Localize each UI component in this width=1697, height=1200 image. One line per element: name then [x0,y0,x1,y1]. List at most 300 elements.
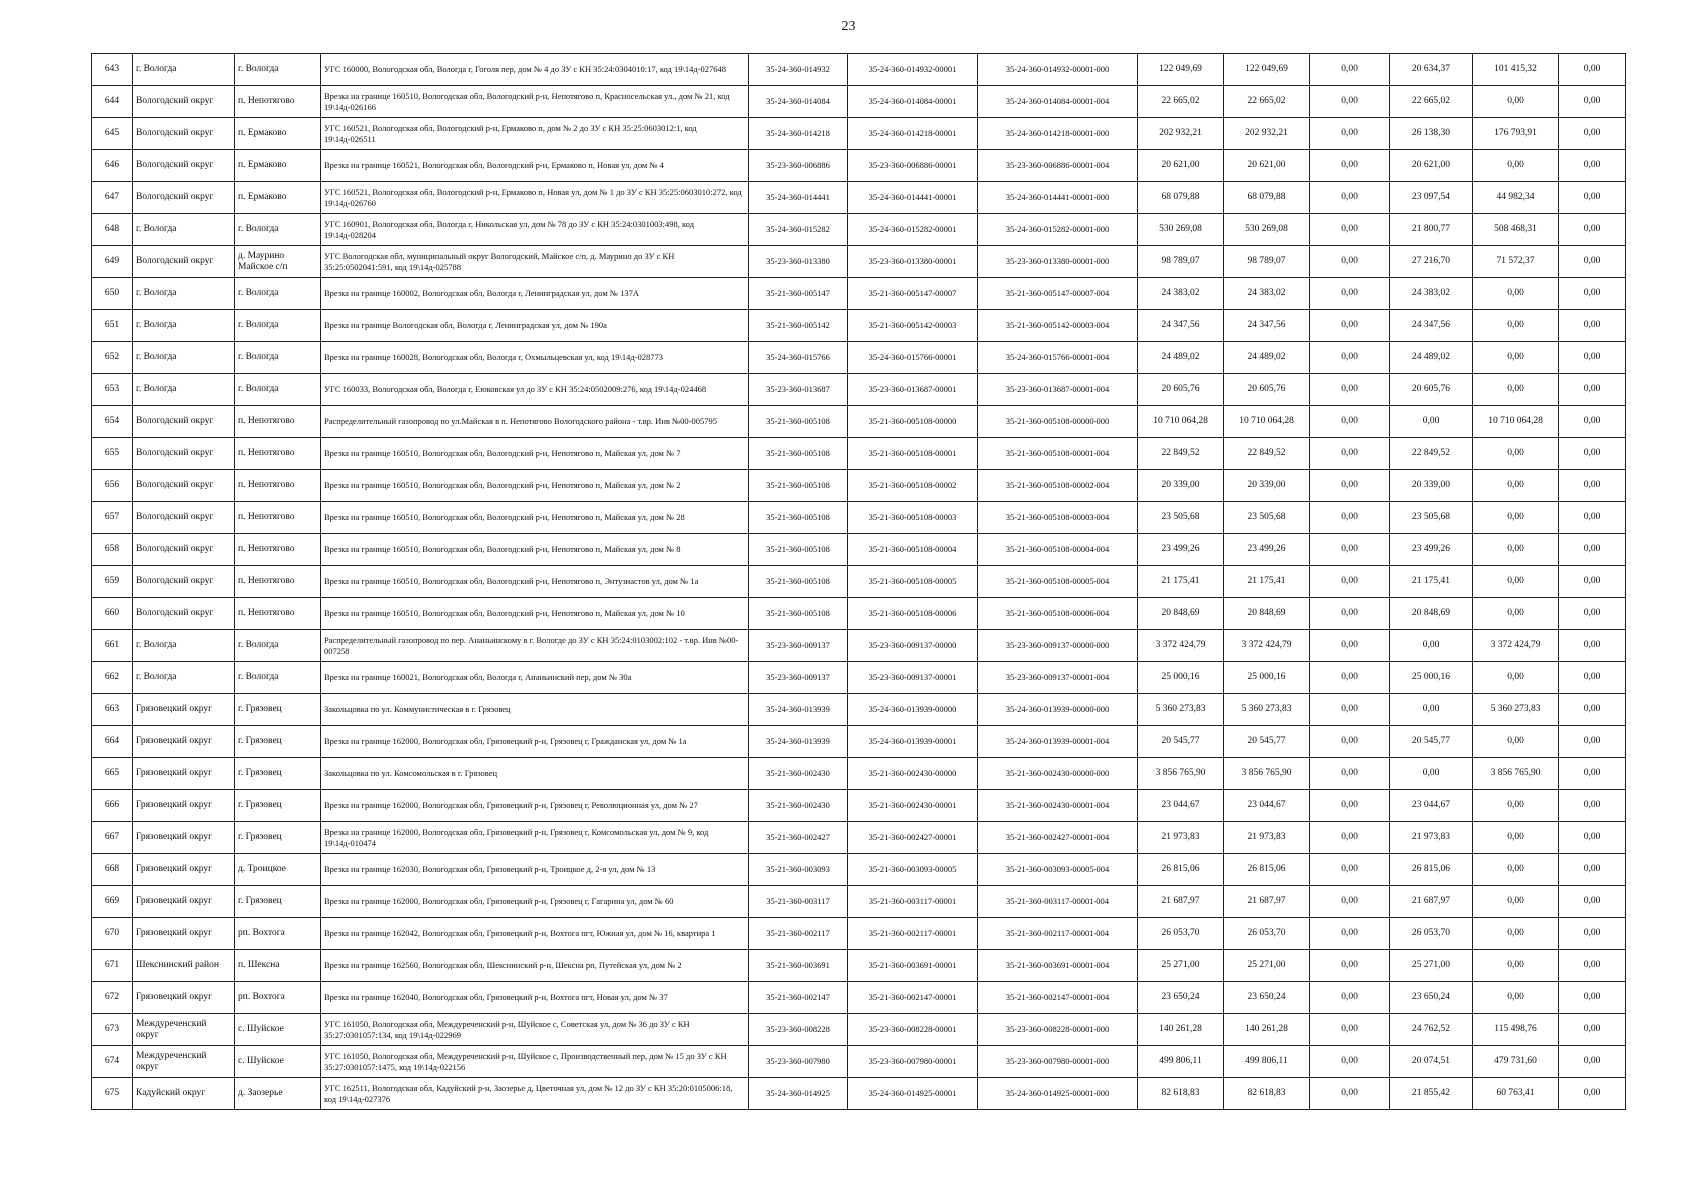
object-description-cell: УГС Вологодская обл, муниципальный округ Вологодский, Майское с/п, д. Маурино до ЗУ с КН 35:25:0502041:591, код 19\14д-025788 [321,246,749,278]
amount-cell: 0,00 [1473,950,1559,982]
full-code-cell: 35-21-360-005108-00005-004 [978,566,1138,598]
amount-cell: 122 049,69 [1224,54,1310,86]
code-cell: 35-24-360-015766 [749,342,848,374]
amount-cell: 0,00 [1559,1014,1626,1046]
locality-cell: г. Вологда [235,278,321,310]
table-row [92,342,1626,374]
amount-cell: 0,00 [1390,630,1473,662]
row-number: 660 [92,598,133,630]
table-row [92,854,1626,886]
district-cell: Грязовецкий округ [133,758,235,790]
amount-cell: 25 271,00 [1138,950,1224,982]
table-row [92,982,1626,1014]
locality-cell: п. Непотягово [235,598,321,630]
district-cell: г. Вологда [133,630,235,662]
amount-cell: 3 856 765,90 [1138,758,1224,790]
amount-cell: 24 489,02 [1224,342,1310,374]
district-cell: Вологодский округ [133,470,235,502]
amount-cell: 3 372 424,79 [1473,630,1559,662]
district-cell: Вологодский округ [133,406,235,438]
subcode-cell: 35-24-360-014218-00001 [848,118,978,150]
amount-cell: 98 789,07 [1224,246,1310,278]
amount-cell: 24 383,02 [1390,278,1473,310]
object-description-cell: Врезка на границе 162000, Вологодская обл, Грязовецкий р-н, Грязовец г, Комсомольская ул, дом № 9, код 19\14д-010474 [321,822,749,854]
amount-cell: 22 849,52 [1224,438,1310,470]
object-description-cell: Врезка на границе 162000, Вологодская обл, Грязовецкий р-н, Грязовец г, Революционная ул, дом № 27 [321,790,749,822]
amount-cell: 3 856 765,90 [1473,758,1559,790]
amount-cell: 25 000,16 [1224,662,1310,694]
amount-cell: 23 505,68 [1224,502,1310,534]
subcode-cell: 35-24-360-014932-00001 [848,54,978,86]
district-cell: г. Вологда [133,54,235,86]
locality-cell: д. Маурино Майское с/п [235,246,321,278]
locality-cell: г. Вологда [235,214,321,246]
amount-cell: 20 848,69 [1390,598,1473,630]
district-cell: Вологодский округ [133,182,235,214]
row-number: 647 [92,182,133,214]
row-number: 675 [92,1078,133,1110]
full-code-cell: 35-24-360-013939-00001-004 [978,726,1138,758]
code-cell: 35-21-360-005108 [749,406,848,438]
subcode-cell: 35-21-360-002427-00001 [848,822,978,854]
amount-cell: 20 339,00 [1224,470,1310,502]
table-row [92,1014,1626,1046]
row-number: 668 [92,854,133,886]
table-row [92,822,1626,854]
amount-cell: 25 000,16 [1390,662,1473,694]
amount-cell: 3 856 765,90 [1224,758,1310,790]
amount-cell: 115 498,76 [1473,1014,1559,1046]
amount-cell: 0,00 [1559,694,1626,726]
amount-cell: 0,00 [1390,758,1473,790]
row-number: 666 [92,790,133,822]
amount-cell: 0,00 [1559,470,1626,502]
amount-cell: 0,00 [1310,854,1390,886]
full-code-cell: 35-24-360-013939-00000-000 [978,694,1138,726]
code-cell: 35-23-360-013687 [749,374,848,406]
table-row [92,566,1626,598]
object-description-cell: Врезка на границе 160510, Вологодская обл, Вологодский р-н, Непотягово п, Майская ул, дом № 2 [321,470,749,502]
row-number: 648 [92,214,133,246]
row-number: 646 [92,150,133,182]
locality-cell: г. Вологда [235,374,321,406]
amount-cell: 22 849,52 [1390,438,1473,470]
amount-cell: 530 269,08 [1224,214,1310,246]
amount-cell: 24 762,52 [1390,1014,1473,1046]
row-number: 655 [92,438,133,470]
full-code-cell: 35-21-360-002427-00001-004 [978,822,1138,854]
table-row [92,1046,1626,1078]
subcode-cell: 35-24-360-013939-00001 [848,726,978,758]
code-cell: 35-24-360-014441 [749,182,848,214]
amount-cell: 0,00 [1559,598,1626,630]
locality-cell: п. Непотягово [235,566,321,598]
row-number: 653 [92,374,133,406]
object-description-cell: УГС 161050, Вологодская обл, Междуреченский р-н, Шуйское с, Советская ул, дом № 36 до ЗУ с КН 35:27:0301057:134, код 19\14д-022969 [321,1014,749,1046]
district-cell: Вологодский округ [133,502,235,534]
amount-cell: 60 763,41 [1473,1078,1559,1110]
district-cell: г. Вологда [133,342,235,374]
object-description-cell: Врезка на границе 160510, Вологодская обл, Вологодский р-н, Непотягово п, Майская ул, дом № 8 [321,534,749,566]
amount-cell: 23 044,67 [1138,790,1224,822]
code-cell: 35-21-360-003691 [749,950,848,982]
row-number: 673 [92,1014,133,1046]
amount-cell: 0,00 [1310,790,1390,822]
object-description-cell: УГС 160901, Вологодская обл, Вологда г, Никольская ул, дом № 78 до ЗУ с КН 35:24:0301003:498, код 19\14д-028204 [321,214,749,246]
subcode-cell: 35-21-360-005108-00006 [848,598,978,630]
object-description-cell: УГС 160521, Вологодская обл, Вологодский р-н, Ермаково п, Новая ул, дом № 1 до ЗУ с КН 35:25:0603010:272, код 19\14д-026760 [321,182,749,214]
object-description-cell: УГС 160033, Вологодская обл, Вологда г, Еюковская ул до ЗУ с КН 35:24:0502009:276, код 19\14д-024468 [321,374,749,406]
amount-cell: 20 605,76 [1390,374,1473,406]
row-number: 649 [92,246,133,278]
table-row [92,182,1626,214]
full-code-cell: 35-21-360-005108-00006-004 [978,598,1138,630]
code-cell: 35-23-360-008228 [749,1014,848,1046]
amount-cell: 22 849,52 [1138,438,1224,470]
amount-cell: 0,00 [1310,1078,1390,1110]
object-description-cell: Врезка на границе 160510, Вологодская обл, Вологодский р-н, Непотягово п, Майская ул, дом № 10 [321,598,749,630]
object-description-cell: Врезка на границе 160021, Вологодская обл, Вологда г, Ананьинский пер, дом № 30а [321,662,749,694]
amount-cell: 530 269,08 [1138,214,1224,246]
locality-cell: г. Грязовец [235,822,321,854]
locality-cell: д. Заозерье [235,1078,321,1110]
district-cell: Грязовецкий округ [133,918,235,950]
object-description-cell: Распределительный газопровод по ул.Майская в п. Непотягово Вологодского района - т.вр. Инв №00-005795 [321,406,749,438]
full-code-cell: 35-21-360-003093-00005-004 [978,854,1138,886]
amount-cell: 21 973,83 [1390,822,1473,854]
full-code-cell: 35-24-360-015766-00001-004 [978,342,1138,374]
table-row [92,534,1626,566]
amount-cell: 24 347,56 [1138,310,1224,342]
amount-cell: 21 687,97 [1390,886,1473,918]
code-cell: 35-21-360-002430 [749,790,848,822]
amount-cell: 0,00 [1559,854,1626,886]
table-row [92,1078,1626,1110]
table-row [92,694,1626,726]
district-cell: Грязовецкий округ [133,982,235,1014]
subcode-cell: 35-24-360-015282-00001 [848,214,978,246]
locality-cell: г. Грязовец [235,726,321,758]
amount-cell: 0,00 [1559,214,1626,246]
district-cell: Грязовецкий округ [133,822,235,854]
amount-cell: 0,00 [1559,950,1626,982]
amount-cell: 499 806,11 [1138,1046,1224,1078]
amount-cell: 0,00 [1559,758,1626,790]
amount-cell: 0,00 [1473,342,1559,374]
object-description-cell: Врезка на границе 160510, Вологодская обл, Вологодский р-н, Непотягово п, Майская ул, дом № 7 [321,438,749,470]
amount-cell: 0,00 [1473,310,1559,342]
object-description-cell: Врезка на границе 160002, Вологодская обл, Вологда г, Ленинградская ул, дом № 137А [321,278,749,310]
subcode-cell: 35-21-360-003691-00001 [848,950,978,982]
amount-cell: 0,00 [1473,502,1559,534]
code-cell: 35-24-360-014218 [749,118,848,150]
amount-cell: 23 650,24 [1224,982,1310,1014]
amount-cell: 0,00 [1473,790,1559,822]
locality-cell: рп. Вохтога [235,982,321,1014]
object-description-cell: Врезка на границе 160510, Вологодская обл, Вологодский р-н, Непотягово п, Майская ул, дом № 28 [321,502,749,534]
amount-cell: 0,00 [1390,406,1473,438]
amount-cell: 23 097,54 [1390,182,1473,214]
amount-cell: 20 339,00 [1138,470,1224,502]
row-number: 643 [92,54,133,86]
amount-cell: 0,00 [1473,566,1559,598]
amount-cell: 0,00 [1310,982,1390,1014]
amount-cell: 0,00 [1310,438,1390,470]
amount-cell: 0,00 [1310,598,1390,630]
amount-cell: 0,00 [1310,534,1390,566]
district-cell: Междуреченский округ [133,1046,235,1078]
subcode-cell: 35-24-360-014925-00001 [848,1078,978,1110]
full-code-cell: 35-24-360-014441-00001-000 [978,182,1138,214]
amount-cell: 140 261,28 [1224,1014,1310,1046]
table-row [92,886,1626,918]
row-number: 669 [92,886,133,918]
amount-cell: 0,00 [1473,854,1559,886]
table-row [92,662,1626,694]
district-cell: Вологодский округ [133,246,235,278]
district-cell: г. Вологда [133,214,235,246]
amount-cell: 0,00 [1310,822,1390,854]
amount-cell: 0,00 [1473,598,1559,630]
full-code-cell: 35-23-360-013380-00001-000 [978,246,1138,278]
locality-cell: д. Троицкое [235,854,321,886]
object-description-cell: Врезка на границе 160028, Вологодская обл, Вологда г, Охмыльцевская ул, код 19\14д-028773 [321,342,749,374]
locality-cell: г. Вологда [235,630,321,662]
amount-cell: 0,00 [1559,630,1626,662]
amount-cell: 21 855,42 [1390,1078,1473,1110]
amount-cell: 44 982,34 [1473,182,1559,214]
amount-cell: 23 505,68 [1390,502,1473,534]
subcode-cell: 35-24-360-013939-00000 [848,694,978,726]
subcode-cell: 35-23-360-009137-00001 [848,662,978,694]
locality-cell: г. Грязовец [235,886,321,918]
full-code-cell: 35-21-360-005108-00000-000 [978,406,1138,438]
object-description-cell: Врезка на границе 162040, Вологодская обл, Грязовецкий р-н, Вохтога пгт, Новая ул, дом № 37 [321,982,749,1014]
row-number: 651 [92,310,133,342]
table-row [92,726,1626,758]
object-description-cell: УГС 161050, Вологодская обл, Междуреченский р-н, Шуйское с, Производственный пер, дом № 15 до ЗУ с КН 35:27:0301057:1475, код 19\14д-022156 [321,1046,749,1078]
object-description-cell: Распределительный газопровод по пер. Ананьинскому в г. Вологде до ЗУ с КН 35:24:0103002:102 - т.вр. Инв №00-007258 [321,630,749,662]
object-description-cell: УГС 160000, Вологодская обл, Вологда г, Гоголя пер, дом № 4 до ЗУ с КН 35:24:0304010:17, код 19\14д-027648 [321,54,749,86]
amount-cell: 0,00 [1473,886,1559,918]
object-description-cell: Врезка на границе 160510, Вологодская обл, Вологодский р-н, Непотягово п, Энтузиастов ул, дом № 1а [321,566,749,598]
table-row [92,86,1626,118]
amount-cell: 0,00 [1310,406,1390,438]
amount-cell: 101 415,32 [1473,54,1559,86]
table-row [92,502,1626,534]
amount-cell: 0,00 [1473,662,1559,694]
amount-cell: 20 848,69 [1138,598,1224,630]
full-code-cell: 35-24-360-014925-00001-000 [978,1078,1138,1110]
amount-cell: 0,00 [1310,86,1390,118]
amount-cell: 23 044,67 [1390,790,1473,822]
subcode-cell: 35-21-360-002147-00001 [848,982,978,1014]
amount-cell: 5 360 273,83 [1473,694,1559,726]
amount-cell: 25 271,00 [1224,950,1310,982]
row-number: 670 [92,918,133,950]
amount-cell: 0,00 [1473,982,1559,1014]
amount-cell: 0,00 [1310,214,1390,246]
subcode-cell: 35-21-360-005108-00000 [848,406,978,438]
amount-cell: 0,00 [1559,662,1626,694]
district-cell: Вологодский округ [133,438,235,470]
registry-table [91,53,1626,1110]
amount-cell: 26 053,70 [1138,918,1224,950]
amount-cell: 23 499,26 [1138,534,1224,566]
amount-cell: 20 621,00 [1138,150,1224,182]
amount-cell: 21 175,41 [1138,566,1224,598]
full-code-cell: 35-21-360-002147-00001-004 [978,982,1138,1014]
amount-cell: 479 731,60 [1473,1046,1559,1078]
amount-cell: 0,00 [1310,566,1390,598]
table-row [92,470,1626,502]
object-description-cell: УГС 162511, Вологодская обл, Кадуйский р-н, Заозерье д, Цветочная ул, дом № 12 до ЗУ с КН 35:20:0105006:18, код 19\14д-027376 [321,1078,749,1110]
amount-cell: 23 505,68 [1138,502,1224,534]
amount-cell: 20 605,76 [1224,374,1310,406]
amount-cell: 176 793,91 [1473,118,1559,150]
amount-cell: 0,00 [1559,118,1626,150]
full-code-cell: 35-21-360-005108-00004-004 [978,534,1138,566]
full-code-cell: 35-21-360-005108-00003-004 [978,502,1138,534]
subcode-cell: 35-24-360-014441-00001 [848,182,978,214]
code-cell: 35-21-360-002427 [749,822,848,854]
locality-cell: п. Непотягово [235,86,321,118]
object-description-cell: Врезка на границе 162000, Вологодская обл, Грязовецкий р-н, Грязовец г, Гагарина ул, дом № 60 [321,886,749,918]
amount-cell: 20 605,76 [1138,374,1224,406]
amount-cell: 21 973,83 [1138,822,1224,854]
district-cell: г. Вологда [133,310,235,342]
subcode-cell: 35-23-360-007980-00001 [848,1046,978,1078]
locality-cell: г. Вологда [235,310,321,342]
amount-cell: 22 665,02 [1138,86,1224,118]
amount-cell: 0,00 [1559,246,1626,278]
amount-cell: 0,00 [1559,1078,1626,1110]
locality-cell: г. Грязовец [235,694,321,726]
district-cell: Грязовецкий округ [133,694,235,726]
amount-cell: 21 973,83 [1224,822,1310,854]
amount-cell: 0,00 [1559,182,1626,214]
code-cell: 35-23-360-009137 [749,630,848,662]
amount-cell: 5 360 273,83 [1138,694,1224,726]
locality-cell: г. Вологда [235,662,321,694]
district-cell: Вологодский округ [133,150,235,182]
amount-cell: 0,00 [1310,374,1390,406]
locality-cell: г. Грязовец [235,758,321,790]
table-row [92,54,1626,86]
code-cell: 35-21-360-003093 [749,854,848,886]
locality-cell: п. Непотягово [235,406,321,438]
full-code-cell: 35-23-360-007980-00001-000 [978,1046,1138,1078]
subcode-cell: 35-21-360-003093-00005 [848,854,978,886]
amount-cell: 21 175,41 [1224,566,1310,598]
table-row [92,374,1626,406]
full-code-cell: 35-23-360-009137-00000-000 [978,630,1138,662]
code-cell: 35-21-360-005108 [749,438,848,470]
locality-cell: г. Грязовец [235,790,321,822]
amount-cell: 21 687,97 [1224,886,1310,918]
amount-cell: 0,00 [1310,1014,1390,1046]
amount-cell: 68 079,88 [1224,182,1310,214]
row-number: 654 [92,406,133,438]
table-row [92,118,1626,150]
amount-cell: 0,00 [1559,566,1626,598]
amount-cell: 0,00 [1473,374,1559,406]
amount-cell: 20 848,69 [1224,598,1310,630]
full-code-cell: 35-21-360-002430-00001-004 [978,790,1138,822]
amount-cell: 0,00 [1310,342,1390,374]
locality-cell: п. Непотягово [235,502,321,534]
amount-cell: 0,00 [1473,726,1559,758]
amount-cell: 508 468,31 [1473,214,1559,246]
amount-cell: 82 618,83 [1224,1078,1310,1110]
amount-cell: 82 618,83 [1138,1078,1224,1110]
row-number: 674 [92,1046,133,1078]
amount-cell: 0,00 [1559,502,1626,534]
object-description-cell: Врезка на границе 160510, Вологодская обл, Вологодский р-н, Непотягово п, Красносельская ул., дом № 21, код 19\14д-026166 [321,86,749,118]
subcode-cell: 35-21-360-003117-00001 [848,886,978,918]
table-row [92,406,1626,438]
locality-cell: п. Ермаково [235,150,321,182]
full-code-cell: 35-24-360-014932-00001-000 [978,54,1138,86]
district-cell: г. Вологда [133,374,235,406]
locality-cell: п. Непотягово [235,534,321,566]
locality-cell: с. Шуйское [235,1014,321,1046]
full-code-cell: 35-24-360-014218-00001-000 [978,118,1138,150]
amount-cell: 122 049,69 [1138,54,1224,86]
amount-cell: 3 372 424,79 [1138,630,1224,662]
district-cell: Грязовецкий округ [133,854,235,886]
row-number: 663 [92,694,133,726]
code-cell: 35-21-360-005108 [749,598,848,630]
table-row [92,150,1626,182]
object-description-cell: Закольцовка по ул. Комсомольская в г. Грязовец [321,758,749,790]
amount-cell: 202 932,21 [1224,118,1310,150]
object-description-cell: УГС 160521, Вологодская обл, Вологодский р-н, Ермаково п, дом № 2 до ЗУ с КН 35:25:0603012:1, код 19\14д-026511 [321,118,749,150]
amount-cell: 20 545,77 [1224,726,1310,758]
amount-cell: 71 572,37 [1473,246,1559,278]
amount-cell: 0,00 [1310,310,1390,342]
district-cell: Шекснинский район [133,950,235,982]
full-code-cell: 35-23-360-013687-00001-004 [978,374,1138,406]
row-number: 667 [92,822,133,854]
amount-cell: 0,00 [1559,374,1626,406]
row-number: 661 [92,630,133,662]
subcode-cell: 35-21-360-005108-00001 [848,438,978,470]
table-row [92,214,1626,246]
amount-cell: 26 053,70 [1390,918,1473,950]
amount-cell: 0,00 [1559,278,1626,310]
amount-cell: 23 499,26 [1390,534,1473,566]
amount-cell: 0,00 [1390,694,1473,726]
row-number: 657 [92,502,133,534]
amount-cell: 202 932,21 [1138,118,1224,150]
code-cell: 35-21-360-005108 [749,566,848,598]
code-cell: 35-23-360-009137 [749,662,848,694]
amount-cell: 68 079,88 [1138,182,1224,214]
row-number: 644 [92,86,133,118]
amount-cell: 0,00 [1310,278,1390,310]
subcode-cell: 35-24-360-014084-00001 [848,86,978,118]
amount-cell: 0,00 [1559,342,1626,374]
code-cell: 35-21-360-005108 [749,502,848,534]
district-cell: Грязовецкий округ [133,790,235,822]
district-cell: Вологодский округ [133,566,235,598]
object-description-cell: Врезка на границе 160521, Вологодская обл, Вологодский р-н, Ермаково п, Новая ул, дом № 4 [321,150,749,182]
row-number: 672 [92,982,133,1014]
amount-cell: 0,00 [1310,1046,1390,1078]
locality-cell: г. Вологда [235,54,321,86]
amount-cell: 0,00 [1473,438,1559,470]
